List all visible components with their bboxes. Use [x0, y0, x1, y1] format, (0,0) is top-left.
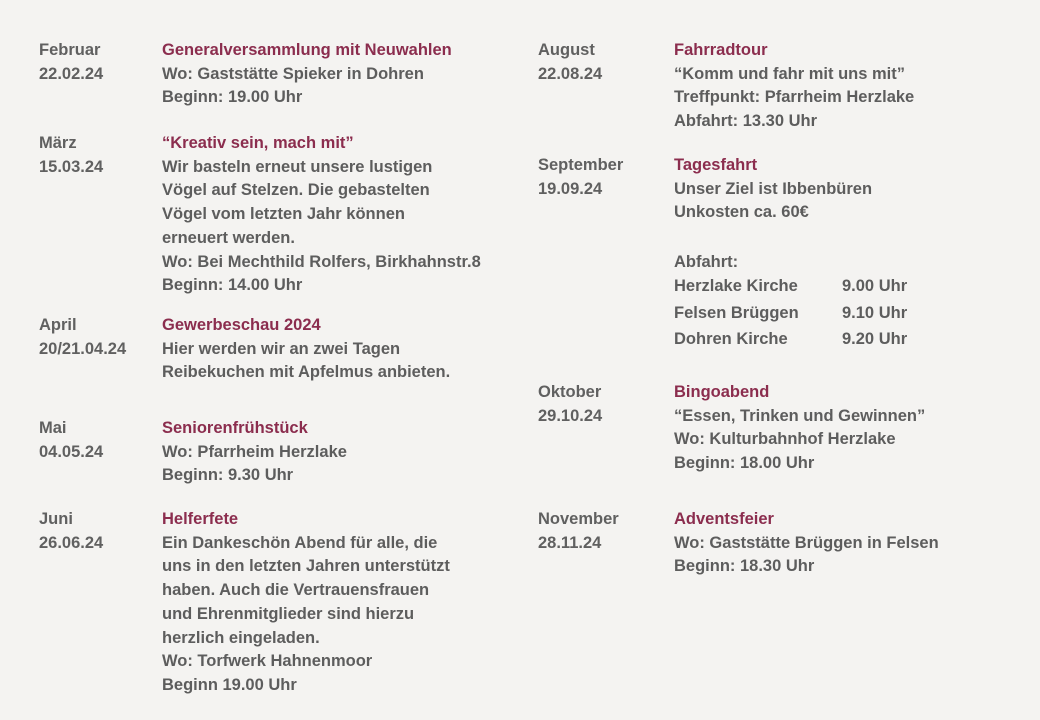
- event-title: Helferfete: [162, 510, 239, 528]
- event-date: 22.08.24: [538, 64, 603, 83]
- event-detail: Beginn: 18.00 Uhr: [674, 454, 815, 473]
- event-detail: Unser Ziel ist Ibbenbüren: [674, 179, 873, 198]
- event-detail: Ein Dankeschön Abend für alle, die: [162, 533, 438, 552]
- event-detail: “Komm und fahr mit uns mit”: [674, 64, 905, 83]
- event-detail: Beginn: 9.30 Uhr: [162, 466, 294, 485]
- event-date: 04.05.24: [39, 442, 104, 461]
- departure-time: 9.20 Uhr: [842, 330, 908, 349]
- departure-place: Dohren Kirche: [674, 330, 788, 349]
- event-detail: haben. Auch die Vertrauensfrauen: [162, 581, 430, 600]
- event-detail: Beginn: 14.00 Uhr: [162, 276, 303, 295]
- event-detail: Wo: Pfarrheim Herzlake: [162, 442, 347, 461]
- event-month: November: [538, 510, 619, 528]
- departure-label: Abfahrt:: [674, 253, 739, 272]
- departure-time: 9.00 Uhr: [842, 277, 908, 296]
- event-title: Gewerbeschau 2024: [162, 316, 321, 334]
- event-title: Adventsfeier: [674, 510, 774, 528]
- departure-place: Herzlake Kirche: [674, 277, 798, 296]
- event-date: 22.02.24: [39, 64, 104, 83]
- event-detail: Wo: Bei Mechthild Rolfers, Birkhahnstr.8: [162, 252, 481, 271]
- event-date: 15.03.24: [39, 157, 104, 176]
- event-month: März: [39, 134, 77, 152]
- event-detail: Reibekuchen mit Apfelmus anbieten.: [162, 363, 451, 382]
- event-title: Fahrradtour: [674, 41, 768, 59]
- event-title: Tagesfahrt: [674, 156, 758, 174]
- departure-row: [674, 302, 908, 329]
- event-date: 26.06.24: [39, 533, 104, 552]
- event-month: Mai: [39, 419, 67, 437]
- event-detail: Wo: Torfwerk Hahnenmoor: [162, 652, 373, 671]
- event-detail: Wo: Kulturbahnhof Herzlake: [674, 430, 896, 449]
- event-detail: uns in den letzten Jahren unterstützt: [162, 557, 450, 576]
- departure-row: [674, 275, 908, 302]
- event-detail: “Essen, Trinken und Gewinnen”: [674, 406, 926, 425]
- event-date: 28.11.24: [538, 533, 602, 552]
- event-date: 29.10.24: [538, 406, 603, 425]
- event-detail: Beginn 19.00 Uhr: [162, 675, 297, 694]
- event-detail: Vögel vom letzten Jahr können: [162, 205, 405, 224]
- event-month: April: [39, 316, 77, 334]
- event-detail: Wo: Gaststätte Spieker in Dohren: [162, 64, 424, 83]
- event-detail: Treffpunkt: Pfarrheim Herzlake: [674, 88, 915, 107]
- event-month: August: [538, 41, 595, 59]
- event-detail: erneuert werden.: [162, 228, 295, 247]
- event-detail: Beginn: 19.00 Uhr: [162, 88, 303, 107]
- event-title: Generalversammlung mit Neuwahlen: [162, 41, 452, 59]
- event-detail: Wo: Gaststätte Brüggen in Felsen: [674, 533, 939, 552]
- departure-time: 9.10 Uhr: [842, 303, 908, 322]
- event-month: Oktober: [538, 383, 602, 401]
- event-date: 19.09.24: [538, 179, 603, 198]
- departure-place: Felsen Brüggen: [674, 303, 799, 322]
- event-detail: und Ehrenmitglieder sind hierzu: [162, 604, 415, 623]
- event-date: 20/21.04.24: [39, 339, 127, 358]
- event-month: September: [538, 156, 624, 174]
- event-month: Februar: [39, 41, 101, 59]
- event-title: “Kreativ sein, mach mit”: [162, 134, 354, 152]
- event-detail: Hier werden wir an zwei Tagen: [162, 339, 401, 358]
- departure-row: [674, 328, 908, 355]
- event-detail: Abfahrt: 13.30 Uhr: [674, 112, 818, 131]
- event-title: Seniorenfrühstück: [162, 419, 308, 437]
- event-detail: herzlich eingeladen.: [162, 628, 320, 647]
- event-detail: Vögel auf Stelzen. Die gebastelten: [162, 181, 430, 200]
- event-month: Juni: [39, 510, 73, 528]
- event-title: Bingoabend: [674, 383, 770, 401]
- event-detail: Beginn: 18.30 Uhr: [674, 557, 815, 576]
- event-detail: Unkosten ca. 60€: [674, 203, 809, 222]
- event-detail: Wir basteln erneut unsere lustigen: [162, 157, 433, 176]
